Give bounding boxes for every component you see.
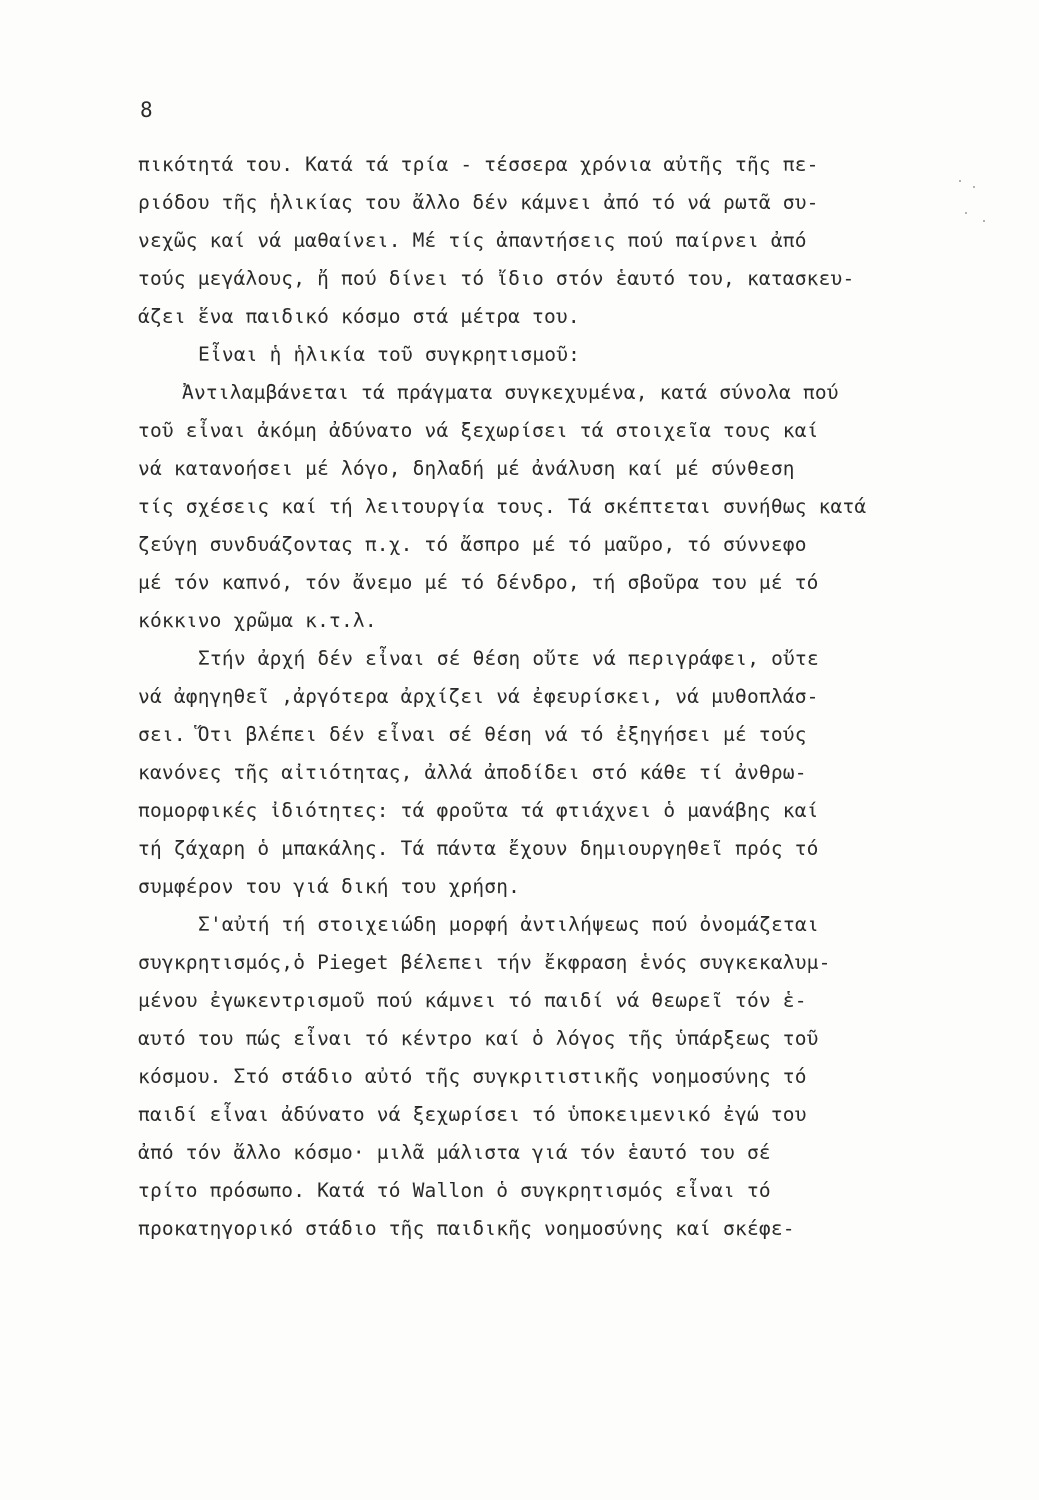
text-line: πικότητά του. Κατά τά τρία - τέσσερα χρόνια αὐτῆς τῆς πε- bbox=[138, 153, 819, 176]
text-line: Στήν ἀρχή δέν εἶναι σέ θέση οὔτε νά περιγράφει, οὔτε bbox=[198, 647, 819, 670]
text-line: νά ἀφηγηθεῖ ,ἀργότερα ἀρχίζει νά ἐφευρίσκει, νά μυθοπλάσ- bbox=[138, 685, 819, 708]
text-line: μέ τόν καπνό, τόν ἄνεμο μέ τό δένδρο, τή σβοῦρα του μέ τό bbox=[138, 571, 819, 594]
text-line: πομορφικές ἰδιότητες: τά φροῦτα τά φτιάχνει ὁ μανάβης καί bbox=[138, 799, 819, 822]
text-line: συγκρητισμός,ὁ Pieget βέλεπει τήν ἔκφραση ἑνός συγκεκαλυμ- bbox=[138, 951, 831, 974]
text-line: κόσμου. Στό στάδιο αὐτό τῆς συγκριτιστικῆς νοημοσύνης τό bbox=[138, 1065, 807, 1088]
page-number: 8 bbox=[140, 98, 154, 122]
text-line: αυτό του πώς εἶναι τό κέντρο καί ὁ λόγος τῆς ὑπάρξεως τοῦ bbox=[138, 1027, 819, 1050]
text-line: σει. Ὅτι βλέπει δέν εἶναι σέ θέση νά τό ἐξηγήσει μέ τούς bbox=[138, 723, 807, 746]
text-line: ριόδου τῆς ἡλικίας του ἄλλο δέν κάμνει ἀπό τό νά ρωτᾶ συ- bbox=[138, 191, 819, 214]
text-line: Σ'αὐτή τή στοιχειώδη μορφή ἀντιλήψεως πού ὀνομάζεται bbox=[198, 913, 819, 936]
text-line: νεχῶς καί νά μαθαίνει. Μέ τίς ἀπαντήσεις πού παίρνει ἀπό bbox=[138, 229, 807, 252]
text-line: Ἀντιλαμβάνεται τά πράγματα συγκεχυμένα, κατά σύνολα πού bbox=[182, 381, 839, 404]
text-line: συμφέρον του γιά δική του χρήση. bbox=[138, 875, 521, 898]
text-line: νά κατανοήσει μέ λόγο, δηλαδή μέ ἀνάλυση καί μέ σύνθεση bbox=[138, 457, 795, 480]
text-line: προκατηγορικό στάδιο τῆς παιδικῆς νοημοσύνης καί σκέφε- bbox=[138, 1217, 795, 1240]
text-line: κανόνες τῆς αἰτιότητας, ἀλλά ἀποδίδει στό κάθε τί ἀνθρω- bbox=[138, 761, 807, 784]
text-line: τούς μεγάλους, ἤ πού δίνει τό ἴδιο στόν ἑαυτό του, κατασκευ- bbox=[138, 267, 855, 290]
body-text bbox=[138, 146, 938, 1248]
text-line: τίς σχέσεις καί τή λειτουργία τους. Τά σκέπτεται συνήθως κατά bbox=[138, 495, 867, 518]
text-line: τοῦ εἶναι ἀκόμη ἀδύνατο νά ξεχωρίσει τά στοιχεῖα τους καί bbox=[138, 419, 819, 442]
text-line: κόκκινο χρῶμα κ.τ.λ. bbox=[138, 609, 377, 632]
text-line: άζει ἕνα παιδικό κόσμο στά μέτρα του. bbox=[138, 305, 580, 328]
text-line: Εἶναι ἡ ἡλικία τοῦ συγκρητισμοῦ: bbox=[198, 343, 581, 366]
text-line: μένου ἐγωκεντρισμοῦ πού κάμνει τό παιδί νά θεωρεῖ τόν ἑ- bbox=[138, 989, 807, 1012]
scan-specks bbox=[939, 150, 999, 230]
text-line: τή ζάχαρη ὁ μπακάλης. Τά πάντα ἔχουν δημιουργηθεῖ πρός τό bbox=[138, 837, 819, 860]
text-line: τρίτο πρόσωπο. Κατά τό Wallon ὁ συγκρητισμός εἶναι τό bbox=[138, 1179, 771, 1202]
text-line: ἀπό τόν ἄλλο κόσμο· μιλᾶ μάλιστα γιά τόν ἑαυτό του σέ bbox=[138, 1141, 771, 1164]
text-line: ζεύγη συνδυάζοντας π.χ. τό ἄσπρο μέ τό μαῦρο, τό σύννεφο bbox=[138, 533, 807, 556]
text-line: παιδί εἶναι ἀδύνατο νά ξεχωρίσει τό ὑποκειμενικό ἐγώ του bbox=[138, 1103, 807, 1126]
